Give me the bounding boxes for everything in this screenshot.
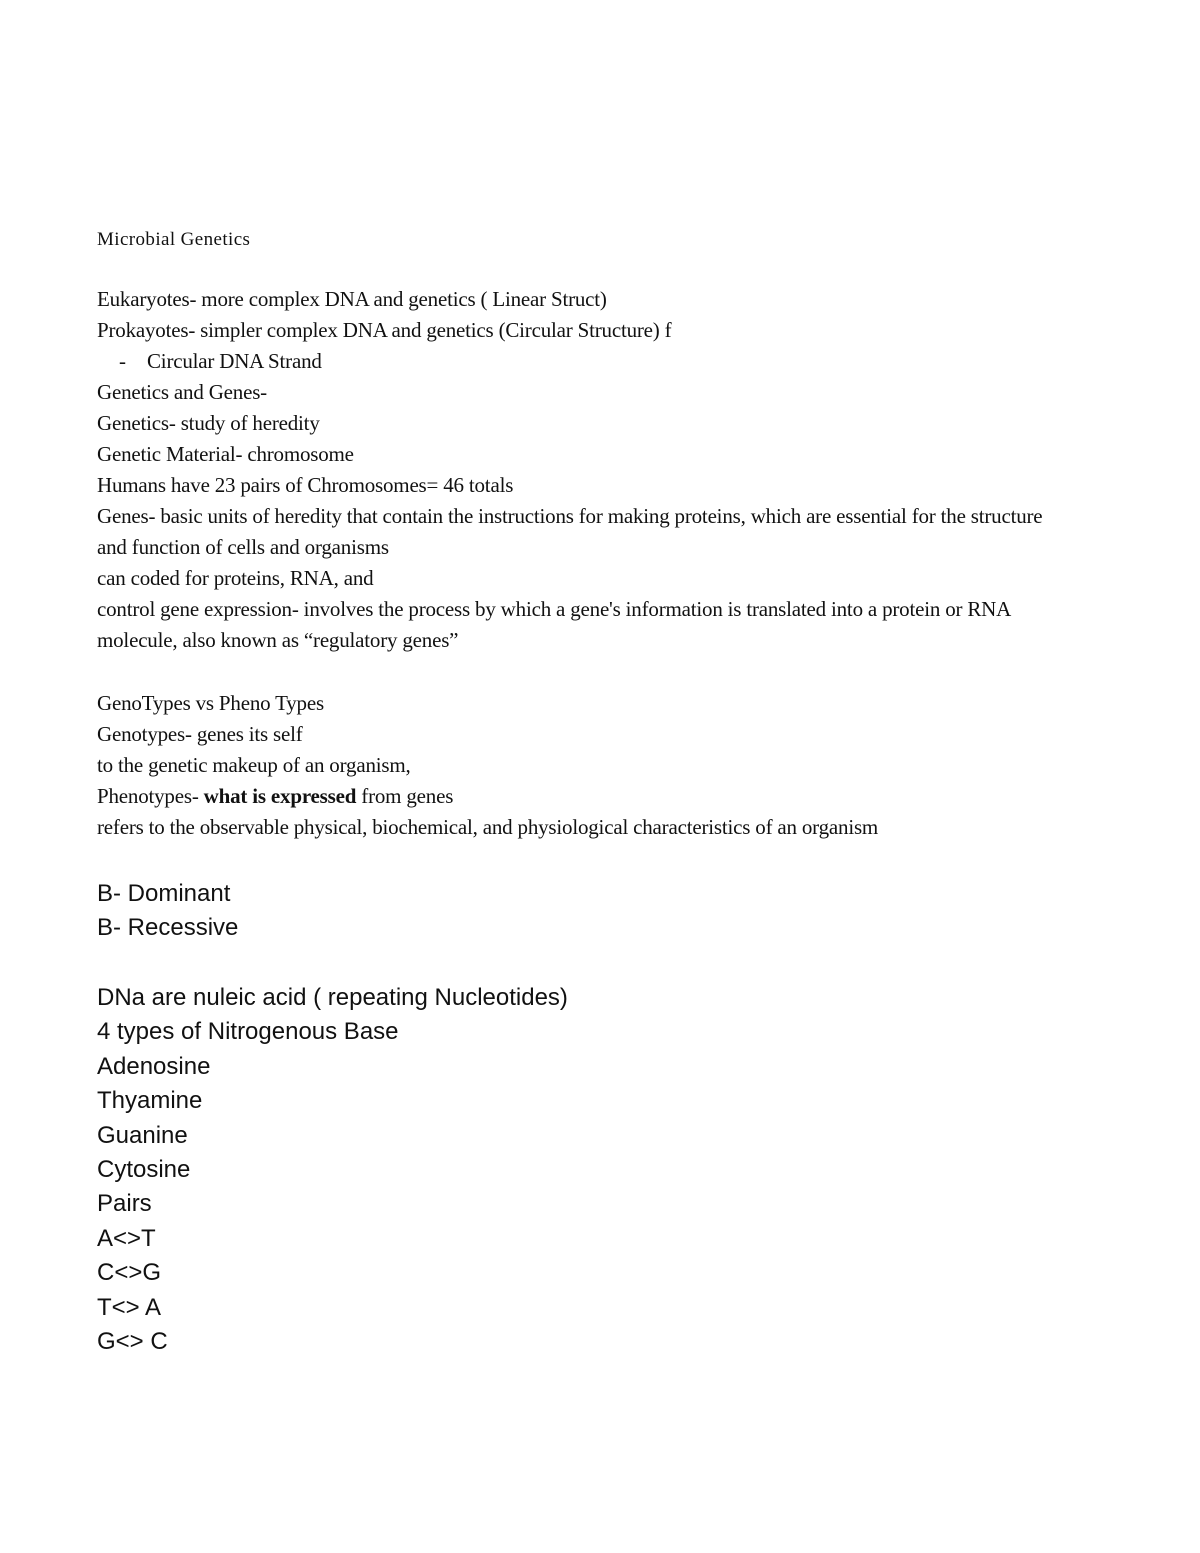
text-line: Adenosine (97, 1052, 211, 1080)
text-line: C<>G (97, 1259, 162, 1287)
section-heading: GenoTypes vs Pheno Types (97, 691, 324, 715)
phenotypes-prefix: Phenotypes- (97, 784, 204, 808)
text-line: A<>T (97, 1224, 156, 1252)
text-line: control gene expression- involves the process by which a gene's information is translated into a protein or RNA (97, 597, 1012, 621)
text-line: Guanine (97, 1121, 188, 1149)
text-line: Genetic Material- chromosome (97, 442, 354, 466)
genotype-phenotype-section (97, 688, 1197, 843)
text-line-prokayotes: Prokayotes- simpler complex DNA and genetics (Circular Structure) f (97, 318, 672, 342)
dna-section (97, 981, 1197, 1359)
text-line: Genes- basic units of heredity that contain the instructions for making proteins, which are essential for the structure (97, 504, 1043, 528)
bullet-dash: - (119, 349, 126, 373)
text-line: Pairs (97, 1190, 152, 1218)
text-line: 4 types of Nitrogenous Base (97, 1018, 399, 1046)
text-line: and function of cells and organisms (97, 535, 389, 559)
dominance-section (97, 877, 1197, 946)
text-line-phenotypes (97, 781, 1197, 812)
text-line: DNa are nuleic acid ( repeating Nucleotides) (97, 984, 568, 1011)
text-line: G<> C (97, 1327, 168, 1355)
text-line-genotypes-definition: to the genetic makeup of an organism, (97, 753, 411, 777)
prokaryote-eukaryote-section (97, 284, 1197, 656)
phenotypes-bold-text: what is expressed (203, 784, 357, 808)
text-line: Genetics- study of heredity (97, 411, 320, 435)
text-line-genotypes: Genotypes- genes its self (97, 722, 303, 746)
text-line: molecule, also known as “regulatory genes” (97, 628, 459, 652)
phenotypes-suffix: from genes (356, 784, 454, 808)
text-line: T<> A (97, 1293, 162, 1321)
bullet-text: Circular DNA Strand (147, 349, 322, 373)
text-line: Cytosine (97, 1155, 191, 1183)
text-line: can coded for proteins, RNA, and (97, 566, 374, 590)
text-line: Humans have 23 pairs of Chromosomes= 46 totals (97, 473, 514, 497)
text-line-eukaryotes: Eukaryotes- more complex DNA and genetics ( Linear Struct) (97, 287, 607, 311)
document-title: Microbial Genetics (97, 229, 251, 250)
text-line-phenotypes-definition: refers to the observable physical, biochemical, and physiological characteristics of an organism (97, 815, 879, 839)
bullet-item (97, 346, 1197, 377)
text-line: Thyamine (97, 1087, 203, 1115)
text-line-dominant: B- Dominant (97, 880, 231, 907)
text-line: Genetics and Genes- (97, 380, 267, 404)
text-line-recessive: B- Recessive (97, 914, 239, 942)
